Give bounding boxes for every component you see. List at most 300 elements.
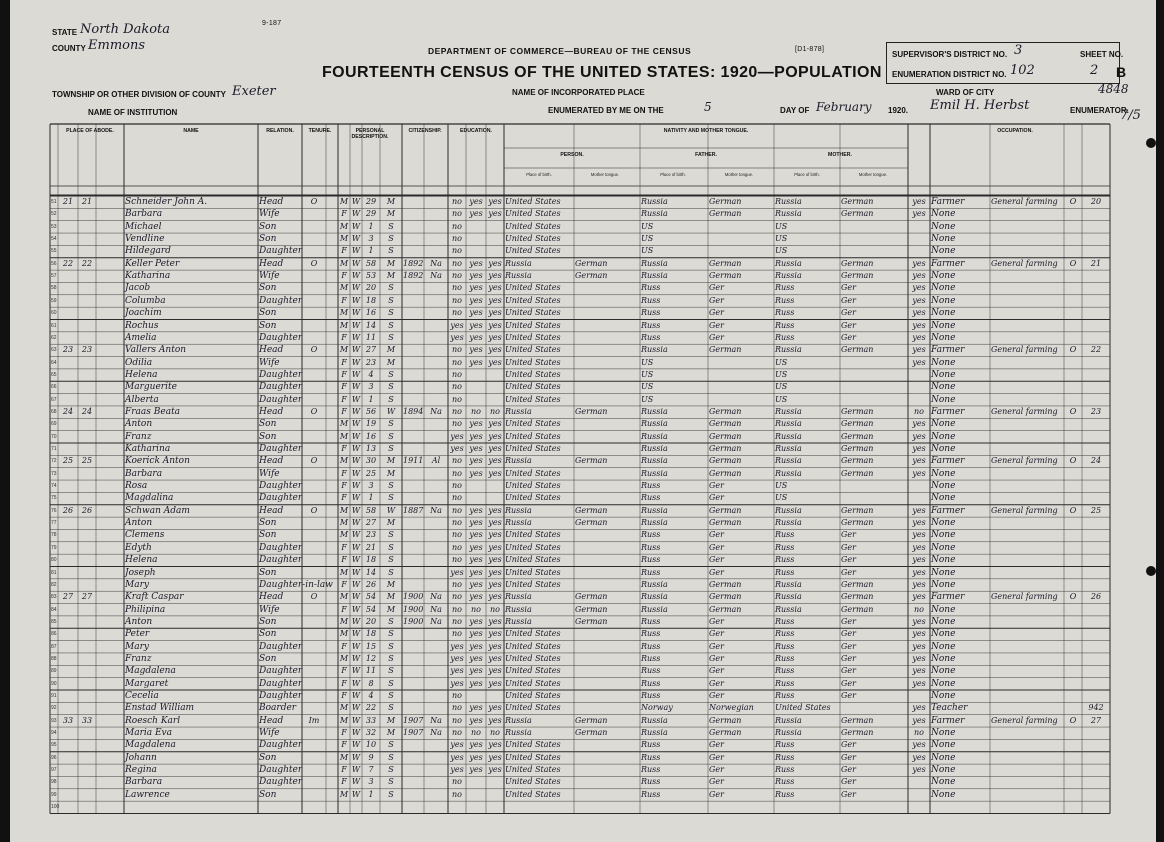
- cell-write: yes: [488, 715, 502, 725]
- cell-trade: None: [931, 394, 956, 405]
- cell-school: no: [452, 691, 462, 700]
- cell-m-birth: Russia: [775, 197, 802, 206]
- cell-english: yes: [912, 295, 926, 305]
- cell-m-birth: US: [775, 481, 788, 491]
- cell-name: Mary: [125, 641, 149, 652]
- cell-race: W: [351, 295, 361, 305]
- cell-line: 62: [51, 334, 57, 341]
- cell-m-tongue: Ger: [841, 765, 856, 775]
- table-row: [0, 801, 1164, 813]
- census-title: FOURTEENTH CENSUS OF THE UNITED STATES: 1920—POPULATION: [322, 64, 882, 81]
- cell-code: 25: [1090, 505, 1102, 515]
- cell-name: Barbara: [125, 777, 163, 788]
- cell-race: W: [351, 518, 361, 528]
- cell-f-birth: Russia: [641, 444, 668, 453]
- table-row: [0, 715, 1164, 727]
- cell-f-birth: Russia: [641, 604, 668, 614]
- table-row: [0, 653, 1164, 665]
- cell-family: 25: [81, 456, 93, 466]
- cell-write: yes: [488, 505, 502, 515]
- cell-nat: Na: [430, 616, 442, 626]
- table-row: [0, 517, 1164, 529]
- enum-district-label: ENUMERATION DISTRICT NO.: [892, 70, 1007, 79]
- col-citizenship: CITIZENSHIP.: [408, 128, 442, 134]
- cell-race: W: [351, 592, 361, 602]
- cell-sex: M: [339, 505, 349, 515]
- cell-sex: F: [341, 691, 347, 700]
- cell-age: 16: [365, 431, 377, 441]
- cell-tenure: Im: [308, 715, 320, 725]
- cell-race: W: [351, 641, 361, 651]
- cell-name: Helena: [125, 555, 158, 566]
- col-personal: PERSONAL DESCRIPTION.: [351, 128, 389, 140]
- cell-m-tongue: German: [841, 456, 874, 466]
- cell-line: 68: [51, 408, 57, 415]
- cell-birth: United States: [505, 493, 561, 503]
- cell-f-tongue: German: [709, 406, 742, 416]
- cell-english: yes: [912, 653, 926, 663]
- cell-m-tongue: Ger: [841, 777, 856, 787]
- cell-m-tongue: Ger: [841, 542, 856, 552]
- cell-age: 30: [365, 456, 377, 466]
- cell-f-tongue: German: [709, 579, 742, 589]
- cell-read: no: [471, 406, 481, 416]
- cell-line: 71: [51, 446, 57, 452]
- cell-trade: None: [931, 752, 956, 763]
- cell-m-birth: Russia: [775, 715, 802, 725]
- cell-code: 21: [1090, 258, 1102, 268]
- cell-m-birth: United States: [775, 703, 831, 713]
- cell-birth: United States: [505, 653, 561, 663]
- cell-race: W: [351, 481, 361, 491]
- cell-m-birth: Russ: [775, 678, 795, 688]
- cell-m-tongue: German: [841, 518, 874, 528]
- cell-marital: M: [386, 197, 396, 206]
- cell-birth: United States: [505, 382, 561, 392]
- cell-line: 69: [51, 421, 57, 428]
- cell-trade: None: [931, 357, 956, 368]
- cell-immig: 1900: [403, 592, 424, 602]
- table-row: [0, 579, 1164, 591]
- cell-immig: 1907: [403, 728, 424, 738]
- cell-read: yes: [469, 357, 483, 367]
- cell-m-tongue: Ger: [841, 283, 856, 293]
- cell-english: yes: [912, 197, 926, 206]
- cell-line: 65: [51, 371, 57, 378]
- cell-immig: 1887: [403, 505, 424, 515]
- cell-marital: S: [388, 481, 394, 491]
- cell-marital: S: [388, 320, 394, 330]
- cell-marital: S: [388, 703, 394, 713]
- cell-family: 21: [81, 197, 93, 206]
- cell-f-birth: US: [641, 394, 654, 404]
- cell-m-birth: US: [775, 382, 788, 392]
- table-row: [0, 295, 1164, 307]
- cell-english: yes: [912, 765, 926, 775]
- cell-m-birth: Russ: [775, 567, 795, 577]
- cell-english: no: [914, 604, 924, 614]
- cell-age: 11: [365, 332, 377, 342]
- cell-write: yes: [488, 295, 502, 305]
- table-row: [0, 492, 1164, 504]
- cell-sex: F: [341, 740, 347, 750]
- cell-f-birth: Russ: [641, 777, 661, 787]
- cell-f-tongue: German: [709, 345, 742, 355]
- cell-sex: M: [339, 518, 349, 528]
- cell-name: Keller Peter: [125, 258, 180, 269]
- cell-relation: Son: [259, 283, 277, 294]
- cell-marital: S: [388, 691, 394, 700]
- cell-race: W: [351, 444, 361, 453]
- cell-marital: W: [386, 406, 396, 416]
- table-row: [0, 245, 1164, 257]
- cell-marital: S: [388, 616, 394, 626]
- cell-tongue: German: [575, 715, 608, 725]
- cell-english: yes: [912, 666, 926, 676]
- institution-label: NAME OF INSTITUTION: [88, 108, 178, 117]
- cell-trade: Farmer: [931, 406, 965, 417]
- cell-m-tongue: Ger: [841, 752, 856, 762]
- cell-tongue: German: [575, 505, 608, 515]
- cell-write: yes: [488, 616, 502, 626]
- cell-sex: M: [339, 308, 349, 318]
- cell-trade: Farmer: [931, 258, 965, 269]
- cell-line: 58: [51, 285, 57, 292]
- cell-tenure: O: [310, 505, 318, 515]
- cell-marital: S: [388, 221, 394, 231]
- cell-race: W: [351, 382, 361, 392]
- cell-read: yes: [469, 518, 483, 528]
- cell-f-tongue: Ger: [709, 332, 724, 342]
- cell-marital: S: [388, 789, 394, 799]
- cell-m-tongue: Ger: [841, 567, 856, 577]
- cell-f-tongue: German: [709, 431, 742, 441]
- cell-read: yes: [469, 320, 483, 330]
- cell-age: 1: [368, 789, 374, 799]
- cell-f-birth: Russ: [641, 641, 661, 651]
- cell-marital: M: [386, 518, 396, 528]
- cell-f-tongue: German: [709, 456, 742, 466]
- cell-line: 95: [51, 742, 57, 749]
- cell-read: yes: [469, 209, 483, 219]
- cell-english: yes: [912, 715, 926, 725]
- cell-f-tongue: Ger: [709, 752, 724, 762]
- cell-m-tongue: German: [841, 258, 874, 268]
- cell-sex: F: [341, 406, 347, 416]
- cell-line: 72: [51, 458, 57, 465]
- cell-f-tongue: German: [709, 728, 742, 738]
- cell-tenure: O: [310, 592, 318, 602]
- cell-birth: United States: [505, 234, 561, 244]
- cell-m-tongue: Ger: [841, 616, 856, 626]
- col-person: PERSON.: [560, 152, 584, 158]
- sheet-value: 2: [1090, 63, 1099, 78]
- cell-marital: S: [388, 740, 394, 750]
- cell-f-birth: Russ: [641, 567, 661, 577]
- cell-sex: F: [341, 332, 347, 342]
- cell-name: Barbara: [125, 209, 163, 220]
- state-value: North Dakota: [80, 22, 170, 37]
- cell-school: no: [452, 493, 462, 503]
- cell-english: yes: [912, 703, 926, 713]
- cell-tenure: O: [310, 197, 318, 206]
- cell-class: O: [1069, 197, 1077, 206]
- cell-sex: F: [341, 246, 347, 256]
- table-row: [0, 233, 1164, 245]
- cell-line: 54: [51, 236, 57, 243]
- cell-class: O: [1069, 715, 1077, 725]
- cell-class: O: [1069, 258, 1077, 268]
- cell-birth: United States: [505, 678, 561, 688]
- cell-line: 86: [51, 631, 57, 638]
- township-label: TOWNSHIP OR OTHER DIVISION OF COUNTY: [52, 90, 226, 99]
- cell-f-birth: US: [641, 369, 654, 379]
- cell-f-tongue: German: [709, 518, 742, 528]
- table-row: [0, 282, 1164, 294]
- cell-race: W: [351, 765, 361, 775]
- cell-tenure: O: [310, 456, 318, 466]
- cell-marital: S: [388, 641, 394, 651]
- cell-relation: Son: [259, 567, 277, 578]
- cell-birth: United States: [505, 246, 561, 256]
- cell-read: yes: [469, 592, 483, 602]
- cell-line: 73: [51, 470, 57, 477]
- cell-line: 53: [51, 223, 57, 230]
- cell-english: yes: [912, 444, 926, 453]
- cell-trade: Teacher: [931, 703, 968, 714]
- col-person-birth: Place of birth.: [526, 172, 552, 177]
- cell-tongue: German: [575, 518, 608, 528]
- cell-age: 20: [365, 616, 377, 626]
- cell-school: yes: [450, 320, 464, 330]
- cell-english: yes: [912, 283, 926, 293]
- cell-f-birth: Russ: [641, 752, 661, 762]
- cell-read: yes: [469, 431, 483, 441]
- cell-f-birth: Russ: [641, 530, 661, 540]
- cell-f-tongue: Ger: [709, 555, 724, 565]
- table-row: [0, 554, 1164, 566]
- cell-school: yes: [450, 567, 464, 577]
- cell-line: 66: [51, 384, 57, 391]
- cell-read: yes: [469, 765, 483, 775]
- cell-m-birth: Russ: [775, 641, 795, 651]
- cell-line: 63: [51, 347, 57, 354]
- cell-dwelling: 25: [62, 456, 74, 466]
- cell-sex: M: [339, 221, 349, 231]
- cell-marital: S: [388, 283, 394, 293]
- cell-birth: Russia: [505, 715, 532, 725]
- cell-school: no: [452, 579, 462, 589]
- cell-school: no: [452, 234, 462, 244]
- county-label: COUNTY: [52, 44, 86, 53]
- cell-m-tongue: Ger: [841, 320, 856, 330]
- cell-school: no: [452, 258, 462, 268]
- table-row: [0, 394, 1164, 406]
- cell-name: Rochus: [125, 320, 159, 331]
- cell-marital: M: [386, 271, 396, 281]
- cell-race: W: [351, 530, 361, 540]
- cell-birth: Russia: [505, 592, 532, 602]
- cell-m-birth: Russia: [775, 505, 802, 515]
- cell-industry: General farming: [991, 406, 1058, 416]
- cell-race: W: [351, 493, 361, 503]
- cell-line: 57: [51, 273, 57, 280]
- cell-line: 84: [51, 606, 57, 613]
- cell-write: no: [490, 728, 500, 738]
- cell-school: no: [452, 777, 462, 787]
- cell-tenure: O: [310, 345, 318, 355]
- cell-race: W: [351, 666, 361, 676]
- cell-birth: United States: [505, 468, 561, 478]
- cell-race: W: [351, 357, 361, 367]
- cell-write: yes: [488, 357, 502, 367]
- cell-m-birth: US: [775, 246, 788, 256]
- cell-tongue: German: [575, 616, 608, 626]
- cell-sex: M: [339, 431, 349, 441]
- cell-sex: F: [341, 604, 347, 614]
- cell-m-birth: Russ: [775, 765, 795, 775]
- table-row: [0, 752, 1164, 764]
- cell-dwelling: 22: [62, 258, 74, 268]
- cell-f-tongue: Ger: [709, 542, 724, 552]
- cell-marital: M: [386, 592, 396, 602]
- cell-marital: M: [386, 604, 396, 614]
- cell-sex: F: [341, 765, 347, 775]
- cell-english: yes: [912, 518, 926, 528]
- cell-line: 51: [51, 199, 57, 205]
- cell-write: yes: [488, 653, 502, 663]
- cell-age: 14: [365, 567, 377, 577]
- cell-school: yes: [450, 653, 464, 663]
- cell-line: 78: [51, 532, 57, 539]
- cell-f-tongue: Ger: [709, 629, 724, 639]
- cell-relation: Head: [259, 505, 284, 516]
- cell-code: 23: [1090, 406, 1102, 416]
- cell-english: yes: [912, 320, 926, 330]
- cell-sex: F: [341, 444, 347, 453]
- cell-f-birth: Russia: [641, 431, 668, 441]
- cell-marital: S: [388, 444, 394, 453]
- cell-read: yes: [469, 616, 483, 626]
- cell-school: yes: [450, 431, 464, 441]
- cell-school: no: [452, 406, 462, 416]
- cell-write: yes: [488, 419, 502, 429]
- cell-sex: M: [339, 419, 349, 429]
- cell-m-birth: US: [775, 493, 788, 503]
- cell-trade: None: [931, 678, 956, 689]
- cell-name: Marguerite: [125, 382, 177, 393]
- cell-m-birth: Russ: [775, 740, 795, 750]
- cell-name: Vallers Anton: [125, 345, 187, 356]
- cell-sex: M: [339, 752, 349, 762]
- cell-f-birth: Russ: [641, 332, 661, 342]
- cell-relation: Daughter: [259, 542, 303, 553]
- cell-age: 15: [365, 641, 377, 651]
- table-row: [0, 320, 1164, 332]
- cell-name: Philipina: [125, 604, 166, 615]
- cell-f-tongue: German: [709, 197, 742, 206]
- cell-english: yes: [912, 271, 926, 281]
- cell-birth: United States: [505, 444, 561, 453]
- cell-race: W: [351, 555, 361, 565]
- table-row: [0, 591, 1164, 603]
- cell-birth: United States: [505, 666, 561, 676]
- cell-m-birth: Russ: [775, 653, 795, 663]
- cell-school: no: [452, 728, 462, 738]
- cell-relation: Head: [259, 406, 284, 417]
- cell-f-tongue: Ger: [709, 765, 724, 775]
- cell-trade: None: [931, 542, 956, 553]
- cell-line: 80: [51, 557, 57, 564]
- cell-f-birth: Russia: [641, 728, 668, 738]
- table-row: [0, 641, 1164, 653]
- cell-sex: F: [341, 382, 347, 392]
- cell-sex: F: [341, 666, 347, 676]
- cell-code: 27: [1090, 715, 1102, 725]
- cell-trade: None: [931, 295, 956, 306]
- cell-relation: Son: [259, 653, 277, 664]
- table-row: [0, 628, 1164, 640]
- cell-school: no: [452, 530, 462, 540]
- cell-m-tongue: German: [841, 592, 874, 602]
- state-label: STATE: [52, 28, 78, 37]
- cell-relation: Daughter: [259, 765, 303, 776]
- cell-f-tongue: Ger: [709, 567, 724, 577]
- cell-school: no: [452, 468, 462, 478]
- cell-m-birth: Russ: [775, 530, 795, 540]
- cell-f-birth: Russ: [641, 320, 661, 330]
- month-value: February: [816, 100, 872, 114]
- cell-m-birth: Russia: [775, 444, 802, 453]
- cell-tongue: German: [575, 728, 608, 738]
- cell-line: 70: [51, 433, 57, 440]
- cell-trade: Farmer: [931, 197, 965, 207]
- col-place-of-abode: PLACE OF ABODE.: [66, 128, 114, 134]
- cell-age: 29: [365, 209, 377, 219]
- cell-write: yes: [488, 345, 502, 355]
- cell-age: 27: [365, 518, 377, 528]
- form-code: [D1-878]: [795, 46, 825, 53]
- cell-name: Magdalena: [125, 666, 176, 677]
- cell-line: 64: [51, 359, 57, 366]
- table-row: [0, 604, 1164, 616]
- cell-sex: F: [341, 357, 347, 367]
- cell-race: W: [351, 715, 361, 725]
- cell-f-birth: Russia: [641, 518, 668, 528]
- cell-english: yes: [912, 357, 926, 367]
- cell-sex: F: [341, 542, 347, 552]
- cell-race: W: [351, 468, 361, 478]
- cell-relation: Daughter: [259, 394, 303, 405]
- cell-name: Magdalena: [125, 740, 176, 751]
- cell-nat: Na: [430, 604, 442, 614]
- cell-industry: General farming: [991, 258, 1058, 268]
- table-row: [0, 332, 1164, 344]
- cell-f-tongue: German: [709, 258, 742, 268]
- cell-relation: Son: [259, 530, 277, 541]
- cell-class: O: [1069, 505, 1077, 515]
- cell-write: yes: [488, 258, 502, 268]
- cell-english: no: [914, 728, 924, 738]
- col-name: NAME: [183, 128, 199, 134]
- table-row: [0, 344, 1164, 356]
- cell-read: yes: [469, 629, 483, 639]
- cell-school: yes: [450, 678, 464, 688]
- cell-write: yes: [488, 209, 502, 219]
- cell-m-birth: Russ: [775, 555, 795, 565]
- cell-name: Margaret: [125, 678, 169, 689]
- cell-trade: None: [931, 653, 956, 664]
